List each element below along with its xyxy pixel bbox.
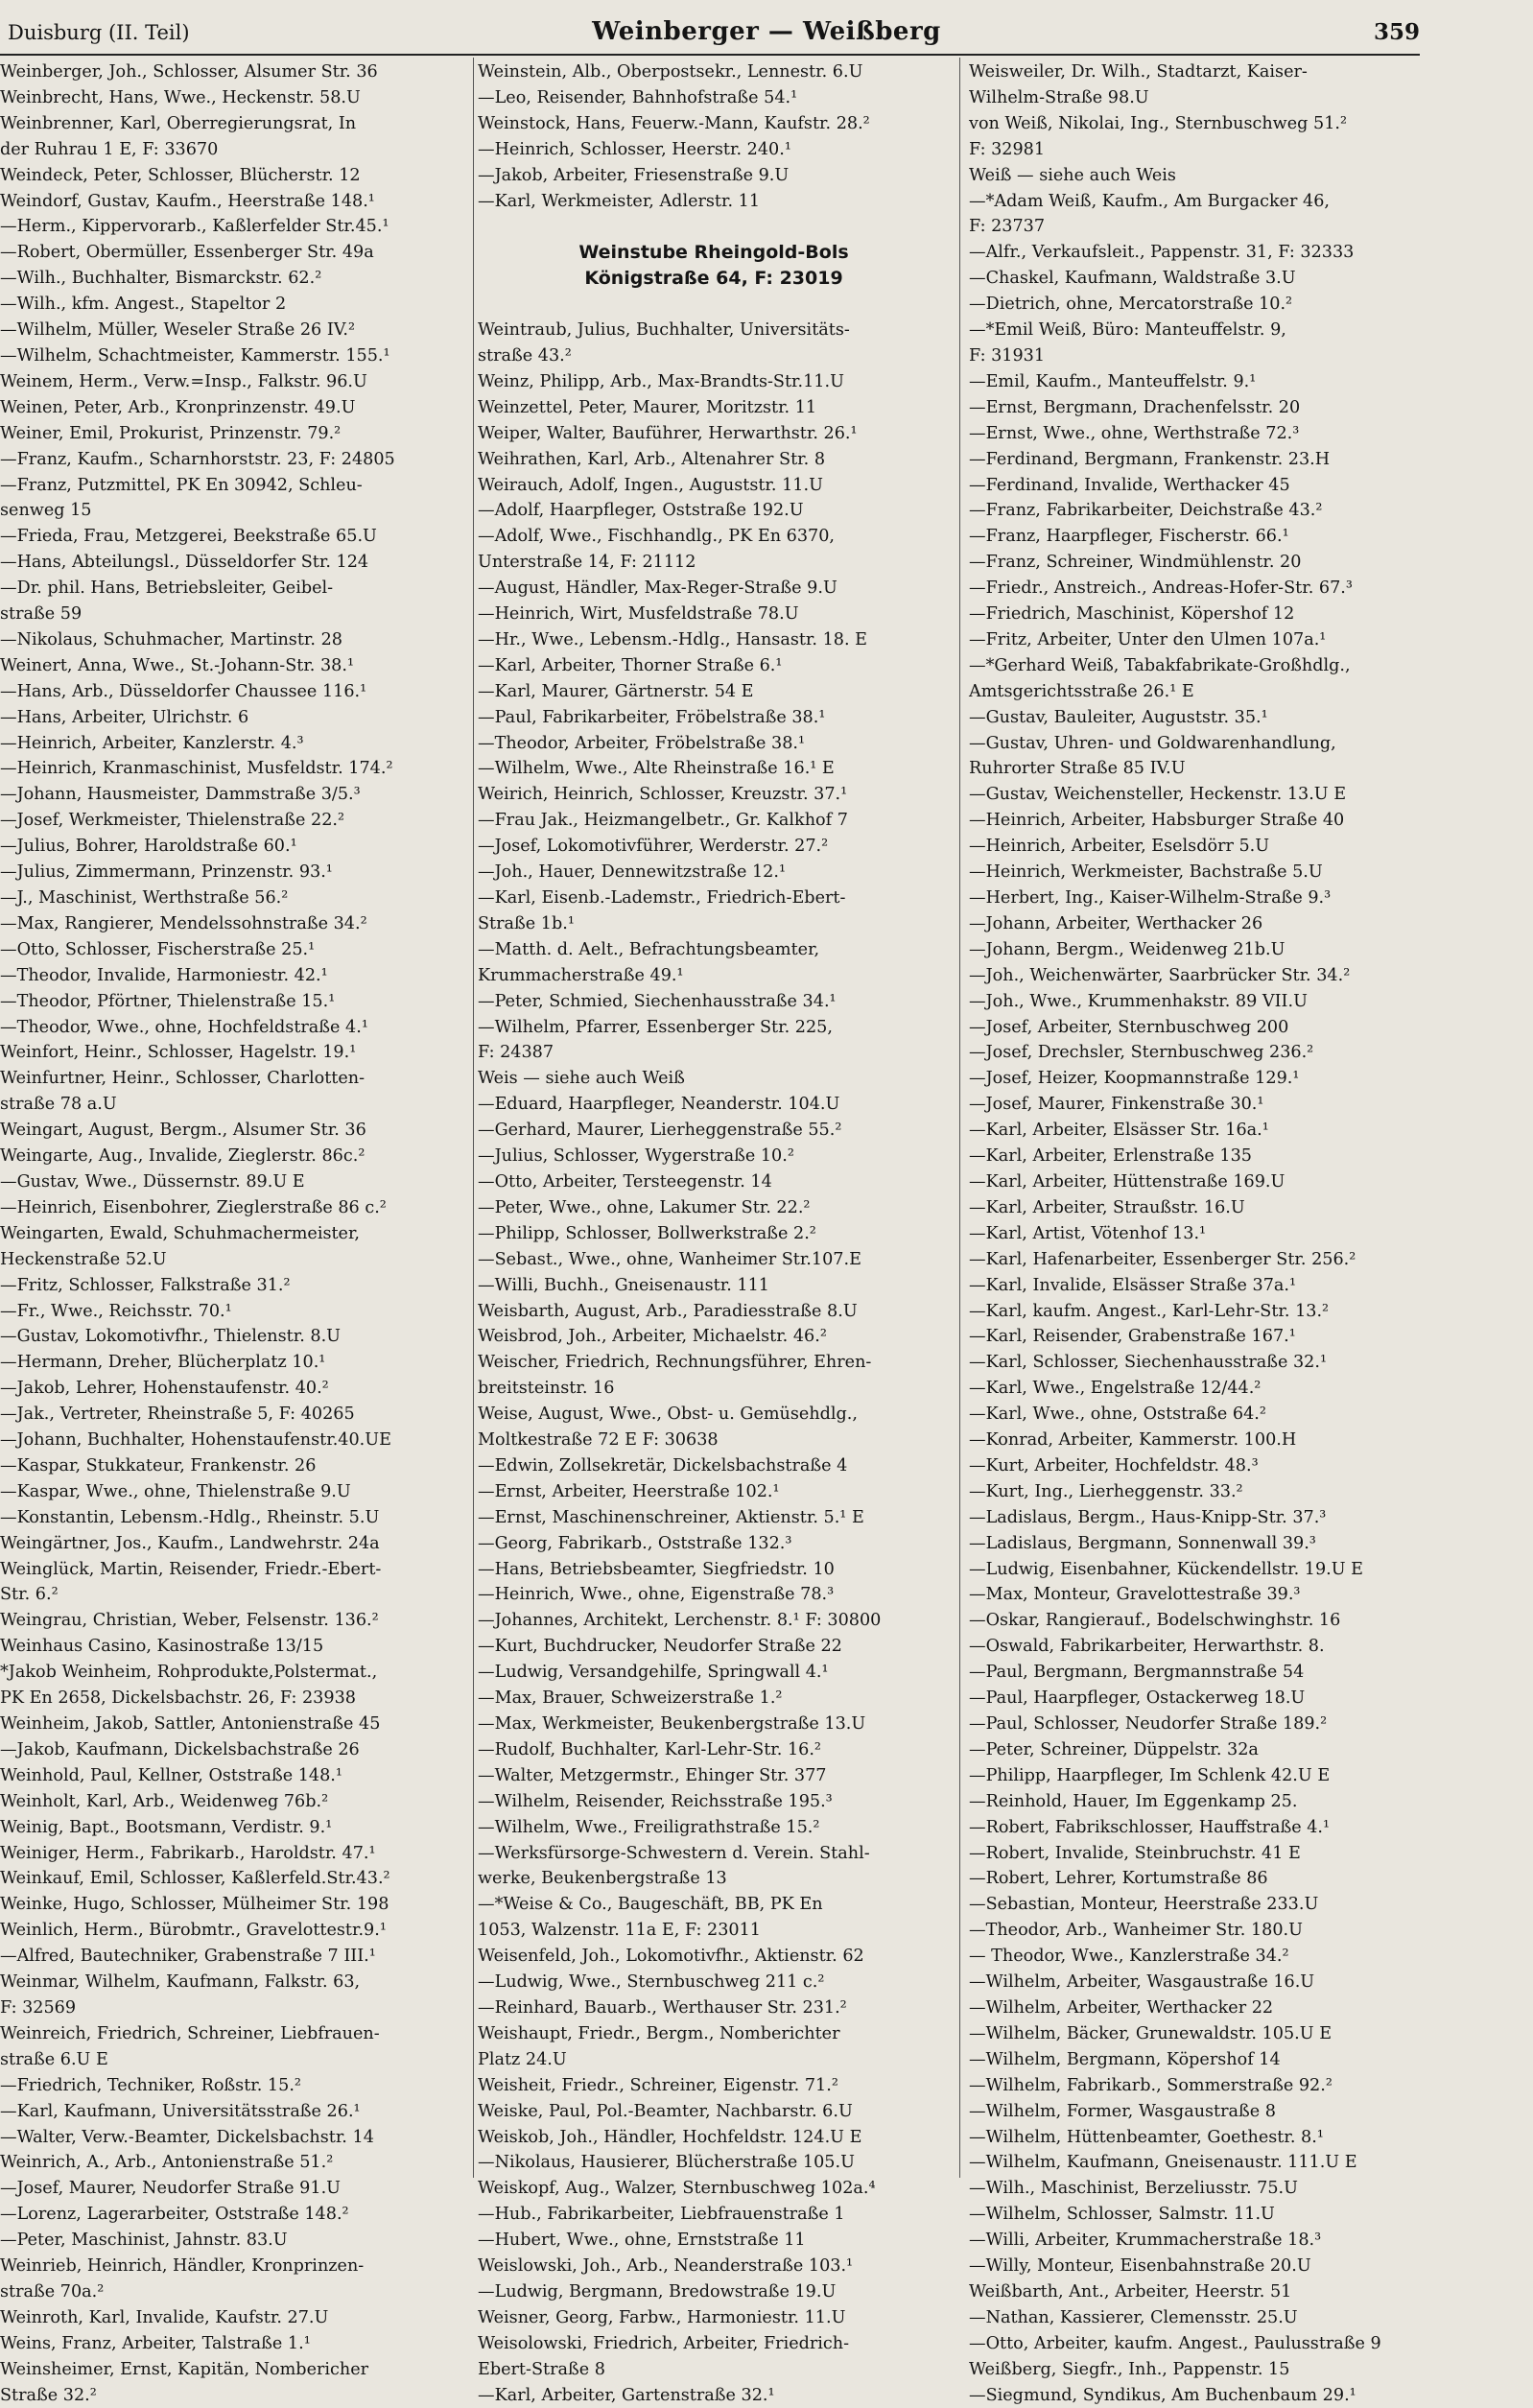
directory-entry-line: —Philipp, Schlosser, Bollwerkstraße 2.² — [478, 1223, 816, 1243]
directory-entry-line: —Nathan, Kassierer, Clemensstr. 25.U — [969, 2307, 1298, 2327]
directory-entry-line: Weinrich, A., Arb., Antonienstraße 51.² — [0, 2153, 334, 2173]
column-2 — [478, 59, 950, 2405]
directory-entry-line: —Georg, Fabrikarb., Oststraße 132.³ — [478, 1533, 792, 1553]
directory-entry-line: —Werksfürsorge-Schwestern d. Verein. Stahl- — [478, 1843, 870, 1863]
directory-entry-line: —*Emil Weiß, Büro: Manteuffelstr. 9, — [969, 320, 1286, 341]
directory-entry-line: —Heinrich, Werkmeister, Bachstraße 5.U — [969, 862, 1323, 883]
header-rule — [0, 54, 1420, 56]
directory-entry-line: —Wilhelm, Arbeiter, Wasgaustraße 16.U — [969, 1972, 1315, 1993]
directory-entry-line: —Wilhelm, Bäcker, Grunewaldstr. 105.U E — [969, 2023, 1333, 2043]
directory-entry-line: —Julius, Schlosser, Wygerstraße 10.² — [478, 1146, 794, 1167]
directory-entry-line: —Max, Werkmeister, Beukenbergstraße 13.U — [478, 1714, 866, 1734]
directory-entry-line: —Ludwig, Bergmann, Bredowstraße 19.U — [478, 2281, 837, 2302]
column-divider-1 — [473, 58, 474, 2178]
directory-entry-line: Weishaupt, Friedr., Bergm., Nomberichter — [478, 2023, 840, 2043]
directory-entry-line: —Friedr., Anstreich., Andreas-Hofer-Str. 67.³ — [969, 578, 1353, 599]
directory-entry-line: —Hr., Wwe., Lebensm.-Hdlg., Hansastr. 18. E — [478, 629, 868, 649]
directory-entry-line: —Willi, Buchh., Gneisenaustr. 111 — [478, 1275, 769, 1295]
directory-entry-line: —Karl, Wwe., ohne, Oststraße 64.² — [969, 1405, 1266, 1425]
directory-entry-line: —Otto, Schlosser, Fischerstraße 25.¹ — [0, 939, 316, 959]
directory-entry-line: —Kaspar, Stukkateur, Frankenstr. 26 — [0, 1455, 317, 1475]
directory-entry-line: —Walter, Verw.-Beamter, Dickelsbachstr. 14 — [0, 2127, 374, 2147]
directory-entry-line: F: 32981 — [969, 139, 1046, 159]
advertisement-line: Weinstube Rheingold-Bols — [578, 242, 849, 264]
directory-entry-line: —Willy, Monteur, Eisenbahnstraße 20.U — [969, 2256, 1311, 2277]
directory-entry-line: —Hubert, Wwe., ohne, Ernststraße 11 — [478, 2231, 806, 2251]
directory-entry-line: —Johann, Arbeiter, Werthacker 26 — [969, 913, 1263, 933]
directory-entry-line: —Dietrich, ohne, Mercatorstraße 10.² — [969, 295, 1293, 315]
directory-entry-line: —Leo, Reisender, Bahnhofstraße 54.¹ — [478, 87, 798, 107]
directory-entry-line: —Hans, Arb., Düsseldorfer Chaussee 116.¹ — [0, 681, 367, 701]
directory-entry-line: —Theodor, Arbeiter, Fröbelstraße 38.¹ — [478, 733, 806, 753]
directory-entry-line: —Josef, Lokomotivführer, Werderstr. 27.² — [478, 837, 829, 857]
directory-entry-line: —Gustav, Bauleiter, Auguststr. 35.¹ — [969, 707, 1268, 727]
directory-entry-line: —Julius, Bohrer, Haroldstraße 60.¹ — [0, 837, 297, 857]
directory-entry-line: —Ernst, Arbeiter, Heerstraße 102.¹ — [478, 1481, 780, 1501]
directory-entry-line: —Ladislaus, Bergm., Haus-Knipp-Str. 37.³ — [969, 1507, 1327, 1527]
directory-entry-line: —Fr., Wwe., Reichsstr. 70.¹ — [0, 1301, 232, 1321]
directory-entry-line: —Wilh., Buchhalter, Bismarckstr. 62.² — [0, 269, 322, 289]
directory-entry-line: —Lorenz, Lagerarbeiter, Oststraße 148.² — [0, 2205, 349, 2225]
directory-entry-line: —Fritz, Arbeiter, Unter den Ulmen 107a.¹ — [969, 629, 1327, 649]
directory-entry-line: —Wilhelm, Pfarrer, Essenberger Str. 225, — [478, 1017, 833, 1037]
directory-entry-line: Weinem, Herm., Verw.=Insp., Falkstr. 96.U — [0, 371, 367, 391]
directory-entry-line: —Wilhelm, Schlosser, Salmstr. 11.U — [969, 2205, 1275, 2225]
directory-entry-line: —Heinrich, Arbeiter, Eselsdörr 5.U — [969, 837, 1270, 857]
directory-entry-line: —Walter, Metzgermstr., Ehinger Str. 377 — [478, 1765, 827, 1785]
directory-entry-line: Weinz, Philipp, Arb., Max-Brandts-Str.11.U — [478, 371, 844, 391]
directory-entry-line: —Hans, Arbeiter, Ulrichstr. 6 — [0, 707, 249, 727]
directory-entry-line: Weinzettel, Peter, Maurer, Moritzstr. 11 — [478, 397, 817, 417]
directory-entry-line: Weingarte, Aug., Invalide, Zieglerstr. 86c.² — [0, 1146, 366, 1167]
directory-entry-line: —Frieda, Frau, Metzgerei, Beekstraße 65.U — [0, 527, 377, 547]
directory-entry-line: —Johannes, Architekt, Lerchenstr. 8.¹ F: 30800 — [478, 1611, 882, 1631]
directory-entry-line: Weinheim, Jakob, Sattler, Antonienstraße 45 — [0, 1714, 381, 1734]
directory-entry-line: —Matth. d. Aelt., Befrachtungsbeamter, — [478, 939, 820, 959]
directory-entry-line: —Robert, Fabrikschlosser, Hauffstraße 4.¹ — [969, 1817, 1331, 1837]
directory-entry-line: —Rudolf, Buchhalter, Karl-Lehr-Str. 16.² — [478, 1739, 821, 1759]
directory-entry-line: —Paul, Haarpfleger, Ostackerweg 18.U — [969, 1688, 1306, 1709]
directory-entry-line: —Ladislaus, Bergmann, Sonnenwall 39.³ — [969, 1533, 1316, 1553]
directory-entry-line: Weiper, Walter, Bauführer, Herwarthstr. 26.¹ — [478, 423, 858, 443]
directory-entry-line: —Franz, Haarpfleger, Fischerstr. 66.¹ — [969, 527, 1289, 547]
directory-entry-line: —Paul, Bergmann, Bergmannstraße 54 — [969, 1663, 1305, 1683]
directory-entry-line: —Josef, Drechsler, Sternbuschweg 236.² — [969, 1043, 1314, 1063]
directory-entry-line: —Friedrich, Maschinist, Köpershof 12 — [969, 604, 1295, 625]
directory-entry-line: —Karl, Schlosser, Siechenhausstraße 32.¹ — [969, 1353, 1328, 1373]
directory-entry-line: werke, Beukenbergstraße 13 — [478, 1869, 727, 1889]
directory-entry-line: Platz 24.U — [478, 2049, 567, 2069]
directory-entry-line: —Wilhelm, Former, Wasgaustraße 8 — [969, 2101, 1276, 2121]
directory-entry-line: —Hans, Abteilungsl., Düsseldorfer Str. 124 — [0, 553, 369, 573]
directory-entry-line: Ruhrorter Straße 85 IV.U — [969, 759, 1186, 779]
directory-entry-line: —Wilhelm, Wwe., Freiligrathstraße 15.² — [478, 1817, 820, 1837]
directory-entry-line: —Eduard, Haarpfleger, Neanderstr. 104.U — [478, 1095, 840, 1115]
directory-entry-line: —Heinrich, Wirt, Musfeldstraße 78.U — [478, 604, 799, 625]
directory-entry-line: —Wilhelm, Wwe., Alte Rheinstraße 16.¹ E — [478, 759, 835, 779]
directory-entry-line: —Karl, Arbeiter, Hüttenstraße 169.U — [969, 1171, 1285, 1192]
directory-entry-line: Weinke, Hugo, Schlosser, Mülheimer Str. 198 — [0, 1895, 389, 1915]
directory-entry-line: —Heinrich, Wwe., ohne, Eigenstraße 78.³ — [478, 1585, 835, 1605]
directory-entry-line: der Ruhrau 1 E, F: 33670 — [0, 139, 219, 159]
directory-entry-line: Weinhold, Paul, Kellner, Oststraße 148.¹ — [0, 1765, 342, 1785]
directory-entry-line: —Franz, Kaufm., Scharnhorststr. 23, F: 24805 — [0, 449, 395, 469]
directory-entry-line: —Wilh., Maschinist, Berzeliusstr. 75.U — [969, 2179, 1298, 2199]
directory-entry-line: Weiß — siehe auch Weis — [969, 165, 1176, 185]
directory-entry-line: —Jakob, Lehrer, Hohenstaufenstr. 40.² — [0, 1379, 329, 1399]
directory-entry-line: F: 23737 — [969, 217, 1046, 237]
directory-entry-line: Weislowski, Joh., Arb., Neanderstraße 103.¹ — [478, 2256, 854, 2277]
directory-entry-line: Weindeck, Peter, Schlosser, Blücherstr. 12 — [0, 165, 361, 185]
directory-entry-line: —Josef, Maurer, Finkenstraße 30.¹ — [969, 1095, 1264, 1115]
directory-entry-line: F: 32569 — [0, 1997, 77, 2018]
directory-entry-line: senweg 15 — [0, 501, 92, 521]
directory-entry-line: —Ernst, Bergmann, Drachenfelsstr. 20 — [969, 397, 1301, 417]
directory-entry-line: Wilhelm-Straße 98.U — [969, 87, 1149, 107]
column-divider-2 — [959, 58, 960, 2178]
directory-entry-line: Weinbrecht, Hans, Wwe., Heckenstr. 58.U — [0, 87, 361, 107]
directory-entry-line: —Konstantin, Lebensm.-Hdlg., Rheinstr. 5.U — [0, 1507, 380, 1527]
directory-entry-line: Weirich, Heinrich, Schlosser, Kreuzstr. 37.¹ — [478, 785, 848, 805]
directory-entry-line: —Theodor, Arb., Wanheimer Str. 180.U — [969, 1921, 1303, 1941]
directory-entry-line: F: 31931 — [969, 345, 1046, 366]
name-range-heading: Weinberger — Weißberg — [592, 17, 941, 46]
directory-entry-line: Weinreich, Friedrich, Schreiner, Liebfrauen- — [0, 2023, 380, 2043]
directory-entry-line: Weinberger, Joh., Schlosser, Alsumer Str. 36 — [0, 62, 378, 82]
directory-entry-line: —Adolf, Haarpfleger, Oststraße 192.U — [478, 501, 804, 521]
directory-entry-line: Weintraub, Julius, Buchhalter, Universitäts- — [478, 320, 850, 341]
directory-entry-line: —Theodor, Invalide, Harmoniestr. 42.¹ — [0, 965, 328, 985]
directory-entry-line: —Heinrich, Schlosser, Heerstr. 240.¹ — [478, 139, 791, 159]
directory-entry-line: straße 70a.² — [0, 2281, 105, 2302]
directory-entry-line: Weiniger, Herm., Fabrikarb., Haroldstr. 47.¹ — [0, 1843, 376, 1863]
directory-entry-line: —Kurt, Buchdrucker, Neudorfer Straße 22 — [478, 1637, 842, 1657]
directory-entry-line: —Hub., Fabrikarbeiter, Liebfrauenstraße 1 — [478, 2205, 845, 2225]
directory-entry-line: —J., Maschinist, Werthstraße 56.² — [0, 888, 289, 908]
directory-entry-line: —Karl, Maurer, Gärtnerstr. 54 E — [478, 681, 754, 701]
directory-entry-line: —Sebastian, Monteur, Heerstraße 233.U — [969, 1895, 1319, 1915]
directory-entry-line: *Jakob Weinheim, Rohprodukte,Polstermat., — [0, 1663, 378, 1683]
directory-entry-line: —Siegmund, Syndikus, Am Buchenbaum 29.¹ — [969, 2385, 1356, 2405]
directory-entry-line: breitsteinstr. 16 — [478, 1379, 615, 1399]
directory-entry-line: Weingrau, Christian, Weber, Felsenstr. 136.² — [0, 1611, 379, 1631]
directory-entry-line: Straße 1b.¹ — [478, 913, 575, 933]
directory-entry-line: —August, Händler, Max-Reger-Straße 9.U — [478, 578, 837, 599]
directory-entry-line: Weisheit, Friedr., Schreiner, Eigenstr. 71.² — [478, 2075, 838, 2095]
directory-entry-line: —Jak., Vertreter, Rheinstraße 5, F: 40265 — [0, 1405, 355, 1425]
directory-entry-line: —Wilh., kfm. Angest., Stapeltor 2 — [0, 295, 287, 315]
directory-entry-line: —Kaspar, Wwe., ohne, Thielenstraße 9.U — [0, 1481, 351, 1501]
directory-entry-line: —Karl, Reisender, Grabenstraße 167.¹ — [969, 1327, 1296, 1347]
directory-entry-line: Heckenstraße 52.U — [0, 1249, 167, 1269]
directory-entry-line: —Gustav, Uhren- und Goldwarenhandlung, — [969, 733, 1336, 753]
directory-entry-line: —Karl, Hafenarbeiter, Essenberger Str. 256.² — [969, 1249, 1356, 1269]
directory-entry-line: —Ernst, Maschinenschreiner, Aktienstr. 5.¹ E — [478, 1507, 864, 1527]
directory-entry-line: —Kurt, Arbeiter, Hochfeldstr. 48.³ — [969, 1455, 1259, 1475]
directory-entry-line: —Oskar, Rangierauf., Bodelschwinghstr. 16 — [969, 1611, 1341, 1631]
directory-entry-line: —Fritz, Schlosser, Falkstraße 31.² — [0, 1275, 291, 1295]
directory-entry-line: —Johann, Bergm., Weidenweg 21b.U — [969, 939, 1285, 959]
directory-entry-line: —Karl, Artist, Vötenhof 13.¹ — [969, 1223, 1207, 1243]
directory-entry-line: Weisenfeld, Joh., Lokomotivfhr., Aktienstr. 62 — [478, 1947, 864, 1967]
page-header — [0, 17, 1533, 52]
directory-entry-line: Weins, Franz, Arbeiter, Talstraße 1.¹ — [0, 2333, 311, 2353]
directory-entry-line: F: 24387 — [478, 1043, 554, 1063]
directory-entry-line: —Hans, Betriebsbeamter, Siegfriedstr. 10 — [478, 1559, 835, 1579]
directory-entry-line: —Wilhelm, Hüttenbeamter, Goethestr. 8.¹ — [969, 2127, 1324, 2147]
directory-entry-line: —Dr. phil. Hans, Betriebsleiter, Geibel- — [0, 578, 334, 599]
directory-entry-line: —Wilhelm, Schachtmeister, Kammerstr. 155.¹ — [0, 345, 390, 366]
directory-entry-line: Weinfurtner, Heinr., Schlosser, Charlotten- — [0, 1069, 366, 1089]
directory-entry-line: Weisner, Georg, Farbw., Harmoniestr. 11.U — [478, 2307, 846, 2327]
directory-entry-line: Weis — siehe auch Weiß — [478, 1069, 685, 1089]
directory-entry-line: —Karl, Arbeiter, Elsässer Str. 16a.¹ — [969, 1121, 1269, 1141]
directory-entry-line: —Franz, Putzmittel, PK En 30942, Schleu- — [0, 475, 363, 495]
directory-entry-line: PK En 2658, Dickelsbachstr. 26, F: 23938 — [0, 1688, 356, 1709]
directory-entry-line: —Hermann, Dreher, Blücherplatz 10.¹ — [0, 1353, 326, 1373]
directory-entry-line: —Ludwig, Wwe., Sternbuschweg 211 c.² — [478, 1972, 825, 1993]
directory-entry-line: —Heinrich, Kranmaschinist, Musfeldstr. 174.² — [0, 759, 393, 779]
directory-entry-line: —Josef, Werkmeister, Thielenstraße 22.² — [0, 811, 345, 831]
directory-entry-line: —*Gerhard Weiß, Tabakfabrikate-Großhdlg., — [969, 655, 1351, 675]
directory-entry-line: straße 78 a.U — [0, 1095, 117, 1115]
directory-entry-line: —Wilhelm, Bergmann, Köpershof 14 — [969, 2049, 1281, 2069]
directory-entry-line: Weisweiler, Dr. Wilh., Stadtarzt, Kaiser- — [969, 62, 1308, 82]
directory-entry-line: —Oswald, Fabrikarbeiter, Herwarthstr. 8. — [969, 1637, 1325, 1657]
directory-entry-line: —Karl, Arbeiter, Erlenstraße 135 — [969, 1146, 1252, 1167]
directory-entry-line: —Karl, Invalide, Elsässer Straße 37a.¹ — [969, 1275, 1297, 1295]
directory-entry-line: —Wilhelm, Reisender, Reichsstraße 195.³ — [478, 1791, 833, 1811]
directory-entry-line: — Theodor, Wwe., Kanzlerstraße 34.² — [969, 1947, 1289, 1967]
directory-entry-line: —Josef, Heizer, Koopmannstraße 129.¹ — [969, 1069, 1300, 1089]
directory-entry-line — [478, 214, 950, 240]
directory-entry-line: Weinstein, Alb., Oberpostsekr., Lennestr. 6.U — [478, 62, 863, 82]
directory-entry-line: Weinmar, Wilhelm, Kaufmann, Falkstr. 63, — [0, 1972, 361, 1993]
directory-entry-line: Weiner, Emil, Prokurist, Prinzenstr. 79.² — [0, 423, 342, 443]
city-section-label: Duisburg (II. Teil) — [8, 21, 190, 44]
directory-entry-line: Weinholt, Karl, Arb., Weidenweg 76b.² — [0, 1791, 329, 1811]
directory-entry-line: —Sebast., Wwe., ohne, Wanheimer Str.107.E — [478, 1249, 861, 1269]
advertisement-line: Königstraße 64, F: 23019 — [584, 268, 843, 290]
directory-entry-line: —Otto, Arbeiter, Tersteegenstr. 14 — [478, 1171, 772, 1192]
directory-entry-line: straße 59 — [0, 604, 83, 625]
directory-entry-line: —Wilhelm, Kaufmann, Gneisenaustr. 111.U E — [969, 2153, 1357, 2173]
directory-entry-line: —Ernst, Wwe., ohne, Werthstraße 72.³ — [969, 423, 1300, 443]
directory-entry-line: —Wilhelm, Fabrikarb., Sommerstraße 92.² — [969, 2075, 1333, 2095]
directory-entry-line: —Konrad, Arbeiter, Kammerstr. 100.H — [969, 1430, 1297, 1451]
directory-entry-line: —Joh., Weichenwärter, Saarbrücker Str. 34.² — [969, 965, 1351, 985]
directory-entry-line: —Peter, Wwe., ohne, Lakumer Str. 22.² — [478, 1197, 811, 1217]
directory-entry-line: —Ludwig, Versandgehilfe, Springwall 4.¹ — [478, 1663, 829, 1683]
directory-entry-line: —Gerhard, Maurer, Lierheggenstraße 55.² — [478, 1121, 842, 1141]
directory-entry-line — [478, 292, 950, 318]
directory-entry-line: —Karl, Arbeiter, Straußstr. 16.U — [969, 1197, 1245, 1217]
directory-entry-line: —Paul, Fabrikarbeiter, Fröbelstraße 38.¹ — [478, 707, 826, 727]
directory-entry-line: —Karl, Arbeiter, Thorner Straße 6.¹ — [478, 655, 783, 675]
directory-entry-line: —Ferdinand, Bergmann, Frankenstr. 23.H — [969, 449, 1331, 469]
directory-entry-line: —Peter, Schreiner, Düppelstr. 32a — [969, 1739, 1259, 1759]
directory-entry-line: —Josef, Arbeiter, Sternbuschweg 200 — [969, 1017, 1289, 1037]
directory-entry-line: —Paul, Schlosser, Neudorfer Straße 189.² — [969, 1714, 1328, 1734]
directory-entry-line: Krummacherstraße 49.¹ — [478, 965, 684, 985]
directory-entry-line: Weißberg, Siegfr., Inh., Pappenstr. 15 — [969, 2359, 1290, 2379]
directory-entry-line: —Julius, Zimmermann, Prinzenstr. 93.¹ — [0, 862, 333, 883]
directory-entry-line: —Robert, Lehrer, Kortumstraße 86 — [969, 1869, 1268, 1889]
directory-entry-line: —Karl, Wwe., Engelstraße 12/44.² — [969, 1379, 1262, 1399]
directory-entry-line: —Gustav, Wwe., Düssernstr. 89.U E — [0, 1171, 305, 1192]
directory-entry-line: —Nikolaus, Hausierer, Blücherstraße 105.U — [478, 2153, 855, 2173]
directory-entry-line: —Friedrich, Techniker, Roßstr. 15.² — [0, 2075, 301, 2095]
directory-entry-line: —Alfr., Verkaufsleit., Pappenstr. 31, F: 32333 — [969, 243, 1355, 263]
directory-entry-line: Weinfort, Heinr., Schlosser, Hagelstr. 19.¹ — [0, 1043, 357, 1063]
directory-entry-line: —Josef, Maurer, Neudorfer Straße 91.U — [0, 2179, 341, 2199]
directory-entry-line: —Reinhold, Hauer, Im Eggenkamp 25. — [969, 1791, 1298, 1811]
directory-entry-line: straße 43.² — [478, 345, 572, 366]
directory-entry-line: —Joh., Wwe., Krummenhakstr. 89 VII.U — [969, 991, 1308, 1011]
directory-entry-line: Unterstraße 14, F: 21112 — [478, 553, 696, 573]
directory-entry-line: Weingärtner, Jos., Kaufm., Landwehrstr. 24a — [0, 1533, 380, 1553]
directory-entry-line: Weinhaus Casino, Kasinostraße 13/15 — [0, 1637, 324, 1657]
directory-entry-line: —*Weise & Co., Baugeschäft, BB, PK En — [478, 1895, 823, 1915]
directory-entry-line: —Jakob, Kaufmann, Dickelsbachstraße 26 — [0, 1739, 360, 1759]
directory-entry-line: —*Adam Weiß, Kaufm., Am Burgacker 46, — [969, 191, 1330, 211]
directory-entry-line: —Karl, Eisenb.-Lademstr., Friedrich-Ebert- — [478, 888, 846, 908]
directory-entry-line: —Jakob, Arbeiter, Friesenstraße 9.U — [478, 165, 790, 185]
directory-entry-line: Weinbrenner, Karl, Oberregierungsrat, In — [0, 113, 357, 133]
directory-entry-line: —Theodor, Wwe., ohne, Hochfeldstraße 4.¹ — [0, 1017, 368, 1037]
directory-entry-line: —Adolf, Wwe., Fischhandlg., PK En 6370, — [478, 527, 836, 547]
directory-entry-line: —Heinrich, Arbeiter, Habsburger Straße 40 — [969, 811, 1345, 831]
directory-entry-line: —Johann, Buchhalter, Hohenstaufenstr.40.UE — [0, 1430, 391, 1451]
directory-entry-line: Weisbarth, August, Arb., Paradiesstraße 8.U — [478, 1301, 858, 1321]
directory-entry-line: —Kurt, Ing., Lierheggenstr. 33.² — [969, 1481, 1243, 1501]
directory-entry-line: Weinglück, Martin, Reisender, Friedr.-Ebert- — [0, 1559, 382, 1579]
directory-entry-line: —Gustav, Weichensteller, Heckenstr. 13.U E — [969, 785, 1347, 805]
directory-entry-line: —Edwin, Zollsekretär, Dickelsbachstraße 4 — [478, 1455, 848, 1475]
directory-entry-line: Weise, August, Wwe., Obst- u. Gemüsehdlg., — [478, 1405, 858, 1425]
directory-entry-line: —Karl, kaufm. Angest., Karl-Lehr-Str. 13.² — [969, 1301, 1330, 1321]
directory-entry-line: —Peter, Maschinist, Jahnstr. 83.U — [0, 2231, 288, 2251]
directory-entry-line: Weinkauf, Emil, Schlosser, Kaßlerfeld.Str.43.² — [0, 1869, 390, 1889]
directory-entry-line: Amtsgerichtsstraße 26.¹ E — [969, 681, 1194, 701]
directory-entry-line: straße 6.U E — [0, 2049, 108, 2069]
directory-entry-line: —Heinrich, Arbeiter, Kanzlerstr. 4.³ — [0, 733, 304, 753]
directory-entry-line: Weißbarth, Ant., Arbeiter, Heerstr. 51 — [969, 2281, 1292, 2302]
directory-entry-line: Weindorf, Gustav, Kaufm., Heerstraße 148.¹ — [0, 191, 375, 211]
column-1 — [0, 59, 468, 2405]
column-3 — [969, 59, 1420, 2405]
directory-entry-line: —Herbert, Ing., Kaiser-Wilhelm-Straße 9.³ — [969, 888, 1332, 908]
directory-entry-line: Weisolowski, Friedrich, Arbeiter, Friedrich- — [478, 2333, 850, 2353]
directory-entry-line: Weinlich, Herm., Bürobmtr., Gravelottestr.9.¹ — [0, 1921, 387, 1941]
directory-entry-line: Weinen, Peter, Arb., Kronprinzenstr. 49.U — [0, 397, 356, 417]
directory-entry-line: Moltkestraße 72 E F: 30638 — [478, 1430, 719, 1451]
directory-entry-line: —Max, Brauer, Schweizerstraße 1.² — [478, 1688, 783, 1709]
directory-entry-line: Weirauch, Adolf, Ingen., Auguststr. 11.U — [478, 475, 823, 495]
directory-entry-line: Weingart, August, Bergm., Alsumer Str. 36 — [0, 1121, 366, 1141]
directory-entry-line: —Herm., Kippervorarb., Kaßlerfelder Str.45.¹ — [0, 217, 389, 237]
directory-entry-line: —Emil, Kaufm., Manteuffelstr. 9.¹ — [969, 371, 1257, 391]
page-number: 359 — [1373, 19, 1420, 45]
directory-entry-line: Weinig, Bapt., Bootsmann, Verdistr. 9.¹ — [0, 1817, 333, 1837]
directory-entry-line: —Robert, Obermüller, Essenberger Str. 49a — [0, 243, 374, 263]
directory-entry-line: —Ludwig, Eisenbahner, Kückendellstr. 19.U E — [969, 1559, 1364, 1579]
directory-entry-line: —Nikolaus, Schuhmacher, Martinstr. 28 — [0, 629, 342, 649]
directory-entry-line: —Franz, Schreiner, Windmühlenstr. 20 — [969, 553, 1302, 573]
directory-entry-line: —Franz, Fabrikarbeiter, Deichstraße 43.² — [969, 501, 1323, 521]
directory-entry-line: —Wilhelm, Müller, Weseler Straße 26 IV.² — [0, 320, 356, 341]
directory-entry-line: —Peter, Schmied, Siechenhausstraße 34.¹ — [478, 991, 837, 1011]
directory-entry-line: Weinert, Anna, Wwe., St.-Johann-Str. 38.¹ — [0, 655, 355, 675]
directory-entry-line: Weinstock, Hans, Feuerw.-Mann, Kaufstr. 28.² — [478, 113, 870, 133]
directory-entry-line: —Wilhelm, Arbeiter, Werthacker 22 — [969, 1997, 1274, 2018]
directory-entry-line: —Karl, Kaufmann, Universitätsstraße 26.¹ — [0, 2101, 361, 2121]
directory-entry-line: —Ferdinand, Invalide, Werthacker 45 — [969, 475, 1290, 495]
directory-entry-line: Weinsheimer, Ernst, Kapitän, Nombericher — [0, 2359, 369, 2379]
directory-entry-line: —Johann, Hausmeister, Dammstraße 3/5.³ — [0, 785, 361, 805]
directory-entry-line: Straße 32.² — [0, 2385, 97, 2405]
directory-entry-line: —Max, Rangierer, Mendelssohnstraße 34.² — [0, 913, 367, 933]
directory-entry-line: Ebert-Straße 8 — [478, 2359, 605, 2379]
directory-entry-line: —Theodor, Pförtner, Thielenstraße 15.¹ — [0, 991, 336, 1011]
directory-entry-line: Weisbrod, Joh., Arbeiter, Michaelstr. 46.² — [478, 1327, 827, 1347]
directory-entry-line: Weiske, Paul, Pol.-Beamter, Nachbarstr. 6.U — [478, 2101, 853, 2121]
directory-entry-line: —Heinrich, Eisenbohrer, Zieglerstraße 86 c.² — [0, 1197, 387, 1217]
directory-entry-line: —Karl, Werkmeister, Adlerstr. 11 — [478, 191, 761, 211]
directory-entry-line: von Weiß, Nikolai, Ing., Sternbuschweg 51.² — [969, 113, 1348, 133]
directory-entry-line: —Joh., Hauer, Dennewitzstraße 12.¹ — [478, 862, 786, 883]
directory-entry-line: Weiskob, Joh., Händler, Hochfeldstr. 124.U E — [478, 2127, 862, 2147]
directory-entry-line: —Reinhard, Bauarb., Werthauser Str. 231.² — [478, 1997, 847, 2018]
directory-entry-line: —Otto, Arbeiter, kaufm. Angest., Paulusstraße 9 — [969, 2333, 1381, 2353]
directory-entry-line: —Max, Monteur, Gravelottestraße 39.³ — [969, 1585, 1301, 1605]
directory-entry-line: —Philipp, Haarpfleger, Im Schlenk 42.U E — [969, 1765, 1331, 1785]
directory-entry-line: Weihrathen, Karl, Arb., Altenahrer Str. 8 — [478, 449, 826, 469]
directory-entry-line: —Alfred, Bautechniker, Grabenstraße 7 III.¹ — [0, 1947, 376, 1967]
directory-entry-line: 1053, Walzenstr. 11a E, F: 23011 — [478, 1921, 761, 1941]
directory-entry-line: Weingarten, Ewald, Schuhmachermeister, — [0, 1223, 361, 1243]
directory-entry-line: —Chaskel, Kaufmann, Waldstraße 3.U — [969, 269, 1296, 289]
directory-entry-line: —Karl, Arbeiter, Gartenstraße 32.¹ — [478, 2385, 775, 2405]
directory-entry-line: —Willi, Arbeiter, Krummacherstraße 18.³ — [969, 2231, 1322, 2251]
directory-entry-line: Weischer, Friedrich, Rechnungsführer, Ehren- — [478, 1353, 872, 1373]
directory-entry-line: Weiskopf, Aug., Walzer, Sternbuschweg 102a.⁴ — [478, 2179, 876, 2199]
directory-entry-line: Weinrieb, Heinrich, Händler, Kronprinzen- — [0, 2256, 365, 2277]
directory-entry-line: —Gustav, Lokomotivfhr., Thielenstr. 8.U — [0, 1327, 341, 1347]
directory-entry-line: Str. 6.² — [0, 1585, 59, 1605]
directory-entry-line: —Robert, Invalide, Steinbruchstr. 41 E — [969, 1843, 1301, 1863]
directory-entry-line: —Frau Jak., Heizmangelbetr., Gr. Kalkhof 7 — [478, 811, 848, 831]
directory-entry-line: Weinroth, Karl, Invalide, Kaufstr. 27.U — [0, 2307, 329, 2327]
